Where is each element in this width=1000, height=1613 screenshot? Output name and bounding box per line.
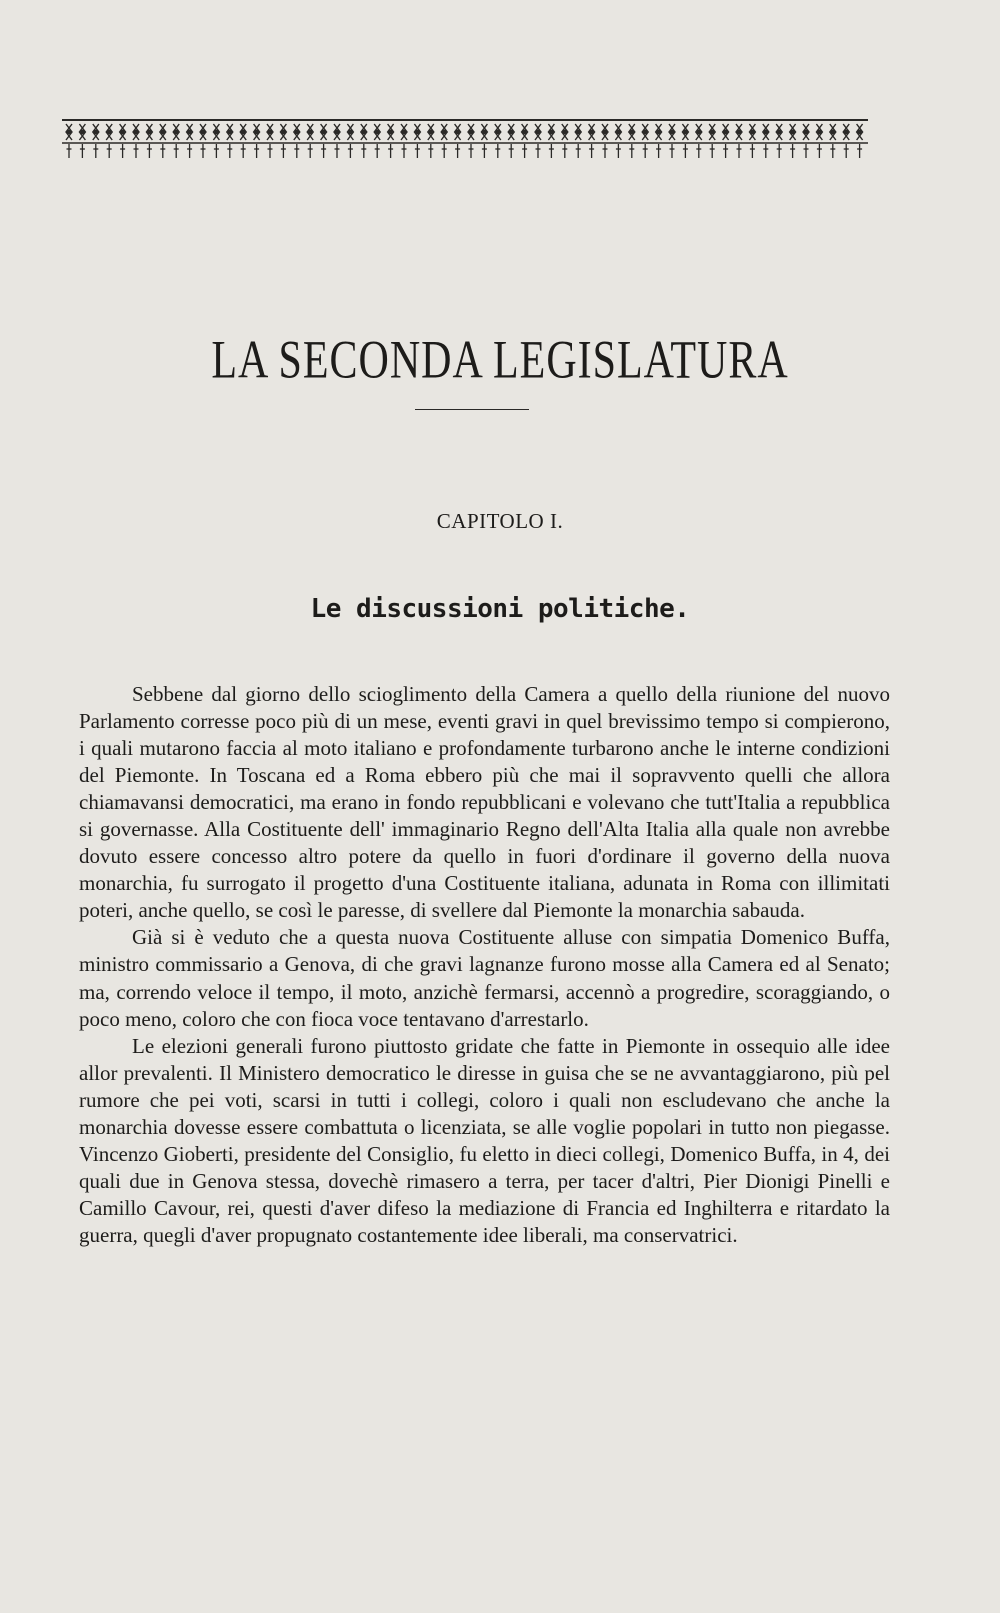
paragraph-2: Già si è veduto che a questa nuova Costituente alluse con simpatia Domenico Buffa, ministro commissario a Genova, di che gravi lagnanze furono mosse alla Camera ed al Senato; ma, correndo veloce il tempo, il moto, anzichè fermarsi, accennò a progredire, scoraggiando, o poco meno, coloro che con fioca voce tentavano d'arrestarlo. [79,925,890,1031]
body-text [79,681,890,1249]
title-divider [415,409,529,410]
paragraph-1: Sebbene dal giorno dello scioglimento della Camera a quello della riunione del nuovo Parlamento corresse poco più di un mese, eventi gravi in quel brevissimo tempo si compierono, i quali mutarono faccia al moto italiano e profondamente turbarono anche le interne condizioni del Piemonte. In Toscana ed a Roma ebbero più che mai il sopravvento quelli che allora chiamavansi democratici, ma erano in fondo repubblicani e volevano che tutt'Italia a repubblica si governasse. Alla Costituente dell' immaginario Regno dell'Alta Italia alla quale non avrebbe dovuto essere concesso altro potere da quello in fuori d'ordinare il governo della nuova monarchia, fu surrogato il progetto d'una Costituente italiana, adunata in Roma con illimitati poteri, anche quello, se così le paresse, di svellere dal Piemonte la monarchia sabauda. [79,682,890,923]
chapter-heading: CAPITOLO I. [436,509,564,533]
page-title: LA SECONDA LEGISLATURA [211,331,789,391]
chapter-subtitle: Le discussioni politiche. [310,594,690,624]
paragraph-3: Le elezioni generali furono piuttosto gridate che fatte in Piemonte in ossequio alle idee allor prevalenti. Il Ministero democratico le diresse in guisa che se ne avvantaggiarono, più pel rumore che pei voti, scarsi in tutti i collegi, coloro i quali non escludevano che anche la monarchia dovesse essere combattuta o licenziata, se alle voglie popolari in tutto non piegasse. Vincenzo Gioberti, presidente del Consiglio, fu eletto in dieci collegi, Domenico Buffa, in 4, dei quali due in Genova stessa, dovechè rimasero a terra, per tacer d'altri, Pier Dionigi Pinelli e Camillo Cavour, rei, questi d'aver difeso la mediazione di Francia ed Inghilterra e ritardato la guerra, quegli d'aver propugnato costantemente idee liberali, ma conservatrici. [79,1033,890,1247]
decorative-border [62,118,868,168]
